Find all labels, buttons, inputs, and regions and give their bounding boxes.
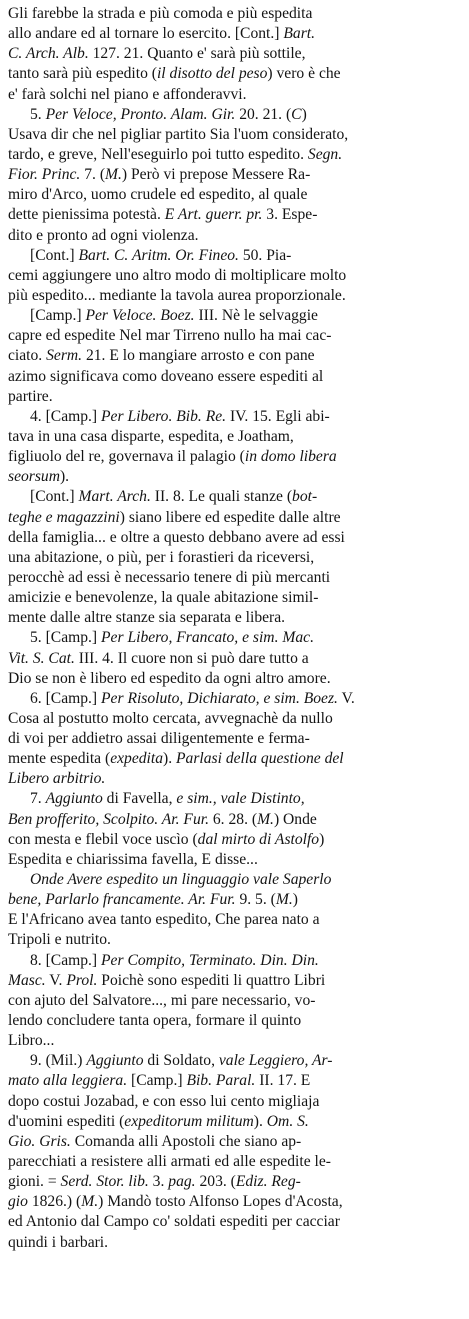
text-line-content: [8, 468, 69, 485]
text-line: [8, 729, 461, 749]
text-line: [8, 1031, 461, 1051]
italic-run: bot-: [292, 488, 318, 506]
text-run: 9. 5. (: [235, 891, 276, 909]
text-line-content: [8, 146, 342, 163]
italic-run: Per Libero, Francato, e sim. Mac.: [101, 629, 314, 647]
italic-run: C: [291, 105, 302, 123]
text-line-content: [8, 5, 312, 22]
text-line-content: [8, 368, 323, 385]
text-run: perocchè ad essi è necessario tenere di più mercanti: [8, 568, 331, 586]
text-line-content: [30, 307, 318, 324]
italic-run: Bart.: [283, 25, 315, 43]
italic-run: M.: [257, 810, 274, 828]
italic-run: pag.: [168, 1173, 196, 1191]
text-run: 5. [Camp.]: [30, 629, 102, 647]
text-run: ) siano libere ed espedite dalle altre: [119, 508, 341, 526]
text-line: [8, 1212, 461, 1232]
text-run: ).: [253, 1112, 267, 1130]
text-line: [8, 830, 461, 850]
text-line: [8, 709, 461, 729]
text-line-content: [8, 126, 348, 143]
text-run: 8. [Camp.]: [30, 951, 102, 969]
text-run: dette pienissima potestà.: [8, 206, 165, 224]
italic-run: vale Leggiero, Ar-: [218, 1052, 333, 1070]
text-line: [8, 850, 461, 870]
text-run: gioni. =: [8, 1173, 61, 1191]
text-line-content: [30, 871, 331, 888]
text-run: di Favella,: [102, 790, 177, 808]
text-line-content: [30, 488, 317, 505]
text-run: miro d'Arco, uomo crudele ed espedito, al quale: [8, 186, 308, 204]
text-line: [8, 105, 461, 125]
italic-run: E Art. guerr. pr.: [164, 206, 263, 224]
text-run: più espedito... mediante la tavola aurea proporzionale.: [8, 286, 346, 304]
text-line: [8, 367, 461, 387]
italic-run: seorsum: [8, 468, 60, 486]
text-run: con mesta e flebil voce uscìo (: [8, 830, 198, 848]
italic-run: in domo libera: [244, 448, 337, 466]
text-line-content: [8, 428, 294, 445]
italic-run: Libero arbitrio.: [8, 770, 106, 788]
italic-run: Per Risoluto, Dichiarato, e sim. Boez.: [101, 689, 338, 707]
text-line: [8, 1011, 461, 1031]
text-run: mente dalle altre stanze sia separata e libera.: [8, 609, 286, 627]
text-run: ): [301, 105, 307, 123]
text-run: III. Nè le selvaggie: [194, 307, 318, 325]
text-line: [8, 930, 461, 950]
text-line-content: [8, 911, 320, 928]
italic-run: Ediz. Reg-: [235, 1173, 301, 1191]
text-run: Cosa al postutto molto cercata, avvegnachè da nullo: [8, 709, 333, 727]
text-line-content: [30, 1052, 332, 1069]
text-line-content: [8, 1173, 301, 1190]
text-line-content: [30, 952, 319, 969]
text-run: [Camp.]: [30, 307, 86, 325]
text-run: azimo significava como doveano essere espediti al: [8, 367, 324, 385]
text-line-content: [8, 851, 258, 868]
text-run: V.: [45, 971, 67, 989]
text-run: 50. Pia-: [238, 246, 292, 264]
text-line-content: [8, 992, 315, 1009]
italic-run: expeditorum militum: [124, 1112, 254, 1130]
text-line: [8, 649, 461, 669]
text-line-content: [8, 750, 344, 767]
text-line: [8, 387, 461, 407]
text-line-content: [8, 166, 310, 183]
text-run: cemi aggiungere uno altro modo di moltiplicare molto: [8, 266, 347, 284]
text-line-content: [8, 267, 346, 284]
text-line: [8, 407, 461, 427]
text-line: [8, 467, 461, 487]
text-line: [8, 810, 461, 830]
text-run: 7.: [30, 790, 46, 808]
text-line: [8, 145, 461, 165]
text-run: figliuolo del re, governava il palagio (: [8, 448, 245, 466]
text-line-content: [8, 650, 309, 667]
text-run: d'uomini espediti (: [8, 1112, 125, 1130]
italic-run: M.: [81, 1193, 99, 1211]
text-line: [8, 64, 461, 84]
text-run: partire.: [8, 387, 53, 405]
italic-run: Per Compito, Terminato. Din. Din.: [101, 951, 319, 969]
text-line: [8, 991, 461, 1011]
text-run: ) Mandò tosto Alfonso Lopes d'Acosta,: [98, 1193, 343, 1211]
text-line-content: [30, 106, 307, 123]
italic-run: Aggiunto: [86, 1052, 144, 1070]
text-run: Comanda alli Apostoli che siano ap-: [70, 1132, 302, 1150]
text-line: [8, 971, 461, 991]
text-line-content: [8, 549, 314, 566]
text-run: e' farà solchi nel piano e affonderavvi.: [8, 85, 247, 103]
text-run: 3. Espe-: [262, 206, 318, 224]
text-line-content: [30, 690, 355, 707]
italic-run: Per Veloce, Pronto. Alam. Gir.: [45, 105, 236, 123]
text-run: tava in una casa disparte, espedita, e Joatham,: [8, 427, 294, 445]
text-line: [8, 689, 461, 709]
italic-run: Parlasi della questione del: [176, 750, 344, 768]
text-line: [8, 185, 461, 205]
text-line: [8, 1112, 461, 1132]
dictionary-entry-text: [8, 4, 461, 1253]
text-line-content: [8, 569, 330, 586]
text-line: [8, 669, 461, 689]
text-line: [8, 548, 461, 568]
text-run: Usava dir che nel pigliar partito Sia l'uom considerato,: [8, 125, 349, 143]
text-run: Espedita e chiarissima favella, E disse...: [8, 850, 258, 868]
text-run: [Cont.]: [30, 488, 79, 506]
text-line-content: [8, 1234, 108, 1251]
text-run: amicizie e benevolenze, la quale abitazione simil-: [8, 589, 319, 607]
text-run: di Soldato,: [143, 1052, 219, 1070]
text-line: [8, 346, 461, 366]
text-line: [8, 508, 461, 528]
text-line: [8, 226, 461, 246]
text-run: Libro...: [8, 1032, 55, 1050]
text-line: [8, 165, 461, 185]
text-run: 9. (Mil.): [30, 1052, 87, 1070]
text-run: 4. [Camp.]: [30, 407, 102, 425]
text-line: [8, 1233, 461, 1253]
italic-run: Bart. C. Aritm. Or. Fineo.: [78, 246, 239, 264]
text-line-content: [8, 287, 346, 304]
italic-run: Serd. Stor. lib.: [60, 1173, 149, 1191]
text-line-content: [8, 529, 345, 546]
italic-run: Onde Avere espedito un linguaggio vale Saperlo: [30, 871, 332, 889]
text-line-content: [8, 1032, 54, 1049]
text-line-content: [8, 609, 285, 626]
text-line: [8, 870, 461, 890]
text-run: parecchiati a resistere alli armati ed alle espedite le-: [8, 1153, 331, 1171]
text-line: [8, 951, 461, 971]
text-run: ed Antonio dal Campo co' soldati espediti per cacciar: [8, 1213, 340, 1231]
text-run: 20. 21. (: [235, 105, 292, 123]
text-line: [8, 1132, 461, 1152]
text-line: [8, 910, 461, 930]
italic-run: Masc.: [8, 971, 46, 989]
text-line-content: [8, 25, 315, 42]
text-line-content: [8, 891, 298, 908]
text-run: ).: [59, 468, 70, 486]
text-line: [8, 4, 461, 24]
text-line-content: [8, 1072, 310, 1089]
text-line: [8, 266, 461, 286]
text-run: II. 17. E: [255, 1072, 311, 1090]
text-line-content: [8, 448, 337, 465]
text-run: con ajuto del Salvatore..., mi pare necessario, vo-: [8, 991, 316, 1009]
italic-run: Per Veloce. Boez.: [85, 307, 195, 325]
text-run: III. 4. Il cuore non si può dare tutto a: [74, 649, 309, 667]
text-line-content: [30, 408, 330, 425]
text-line: [8, 125, 461, 145]
text-run: 5.: [30, 105, 46, 123]
text-line-content: [8, 65, 341, 82]
text-line: [8, 789, 461, 809]
text-run: tanto sarà più espedito (: [8, 65, 157, 83]
text-line-content: [8, 730, 310, 747]
text-run: 6. 28. (: [208, 810, 258, 828]
italic-run: dal mirto di Astolfo: [197, 830, 320, 848]
text-line: [8, 1051, 461, 1071]
text-run: lendo concludere tanta opera, formare il quinto: [8, 1012, 302, 1030]
text-line-content: [8, 388, 53, 405]
text-line: [8, 608, 461, 628]
italic-run: Serm.: [46, 347, 83, 365]
text-run: IV. 15. Egli abi-: [226, 407, 330, 425]
text-line-content: [8, 811, 317, 828]
italic-run: mato alla leggiera.: [8, 1072, 128, 1090]
text-line-content: [8, 327, 331, 344]
text-run: una abitazione, o più, per i forastieri da riceversi,: [8, 548, 315, 566]
text-line: [8, 1152, 461, 1172]
text-line: [8, 427, 461, 447]
text-line-content: [8, 1213, 340, 1230]
italic-run: il disotto del peso: [156, 65, 268, 83]
text-line-content: [8, 206, 317, 223]
text-line: [8, 568, 461, 588]
text-line: [8, 1071, 461, 1091]
italic-run: Bib. Paral.: [186, 1072, 256, 1090]
text-line-content: [8, 186, 307, 203]
italic-run: Aggiunto: [45, 790, 103, 808]
text-line: [8, 205, 461, 225]
text-run: II. 8. Le quali stanze (: [150, 488, 293, 506]
italic-run: Fior. Princ.: [8, 166, 81, 184]
text-line-content: [8, 509, 341, 526]
text-run: Gli farebbe la strada e più comoda e più espedita: [8, 5, 313, 22]
text-run: dito e pronto ad ogni violenza.: [8, 226, 199, 244]
text-run: ): [292, 891, 298, 909]
text-line-content: [8, 931, 111, 948]
text-run: ) vero è che: [267, 65, 341, 83]
text-line: [8, 890, 461, 910]
italic-run: bene, Parlarlo francamente. Ar. Fur.: [8, 891, 236, 909]
text-line: [8, 326, 461, 346]
text-line: [8, 487, 461, 507]
text-run: allo andare ed al tornare lo esercito. [Cont.]: [8, 25, 284, 43]
text-line-content: [8, 86, 247, 103]
text-run: capre ed espedite Nel mar Tirreno nullo ha mai cac-: [8, 327, 332, 345]
text-line-content: [30, 629, 314, 646]
text-line: [8, 286, 461, 306]
text-line-content: [8, 1093, 319, 1110]
text-run: quindi i barbari.: [8, 1233, 109, 1251]
text-run: V.: [337, 689, 355, 707]
text-line: [8, 1092, 461, 1112]
text-run: Poichè sono espediti li quattro Libri: [97, 971, 326, 989]
italic-run: C. Arch. Alb.: [8, 45, 89, 63]
text-run: mente espedita (: [8, 750, 111, 768]
text-run: ciato.: [8, 347, 47, 365]
text-line-content: [8, 1193, 343, 1210]
text-run: 3.: [148, 1173, 169, 1191]
text-line: [8, 1172, 461, 1192]
text-run: [Camp.]: [127, 1072, 187, 1090]
text-line-content: [8, 347, 315, 364]
italic-run: e sim., vale Distinto,: [176, 790, 305, 808]
italic-run: Ben profferito, Scolpito. Ar. Fur.: [8, 810, 209, 828]
text-line: [8, 24, 461, 44]
text-line: [8, 44, 461, 64]
text-run: dopo costui Jozabad, e con esso lui cento migliaja: [8, 1092, 320, 1110]
text-run: 203. (: [195, 1173, 236, 1191]
text-line-content: [8, 972, 325, 989]
italic-run: Segn.: [307, 145, 343, 163]
text-line-content: [8, 227, 199, 244]
text-line-content: [8, 770, 105, 787]
text-line-content: [8, 589, 318, 606]
text-run: E l'Africano avea tanto espedito, Che parea nato a: [8, 911, 320, 929]
text-run: ) Onde: [273, 810, 317, 828]
text-line-content: [8, 1133, 301, 1150]
text-line: [8, 1192, 461, 1212]
text-line-content: [8, 45, 305, 62]
text-line: [8, 769, 461, 789]
text-run: 7. (: [80, 166, 106, 184]
text-run: 1826.) (: [27, 1193, 82, 1211]
italic-run: teghe e magazzini: [8, 508, 120, 526]
italic-run: Per Libero. Bib. Re.: [101, 407, 227, 425]
text-run: della famiglia... e oltre a questo debbano avere ad essi: [8, 528, 345, 546]
text-run: di voi per addietro assai diligentemente e ferma-: [8, 730, 310, 748]
text-line: [8, 628, 461, 648]
italic-run: M.: [105, 166, 122, 184]
text-line-content: [8, 1153, 331, 1170]
text-run: 6. [Camp.]: [30, 689, 102, 707]
text-run: Tripoli e nutrito.: [8, 931, 111, 949]
text-run: 21. E lo mangiare arrosto e con pane: [82, 347, 315, 365]
text-line: [8, 749, 461, 769]
italic-run: M.: [275, 891, 293, 909]
text-line: [8, 528, 461, 548]
text-line: [8, 246, 461, 266]
italic-run: expedita: [110, 750, 164, 768]
text-line-content: [8, 1012, 301, 1029]
text-line-content: [30, 247, 291, 264]
italic-run: Prol.: [66, 971, 98, 989]
text-run: ): [319, 830, 325, 848]
italic-run: Om. S.: [266, 1112, 309, 1130]
text-run: 127. 21. Quanto e' sarà più sottile,: [88, 45, 306, 63]
text-run: tardo, e greve, Nell'eseguirlo poi tutto espedito.: [8, 145, 308, 163]
text-line-content: [8, 710, 333, 727]
text-run: ) Però vi prepose Messere Ra-: [121, 166, 311, 184]
text-line: [8, 588, 461, 608]
text-line-content: [8, 1113, 309, 1130]
italic-run: Vit. S. Cat.: [8, 649, 75, 667]
text-line-content: [8, 670, 331, 687]
text-line-content: [8, 831, 324, 848]
text-line: [8, 447, 461, 467]
text-run: ).: [163, 750, 177, 768]
text-run: Dio se non è libero ed espedito da ogni altro amore.: [8, 669, 331, 687]
text-line-content: [30, 790, 305, 807]
italic-run: Gio. Gris.: [8, 1132, 71, 1150]
text-run: [Cont.]: [30, 246, 79, 264]
text-line: [8, 85, 461, 105]
text-line: [8, 306, 461, 326]
italic-run: Mart. Arch.: [78, 488, 151, 506]
italic-run: gio: [8, 1193, 28, 1211]
